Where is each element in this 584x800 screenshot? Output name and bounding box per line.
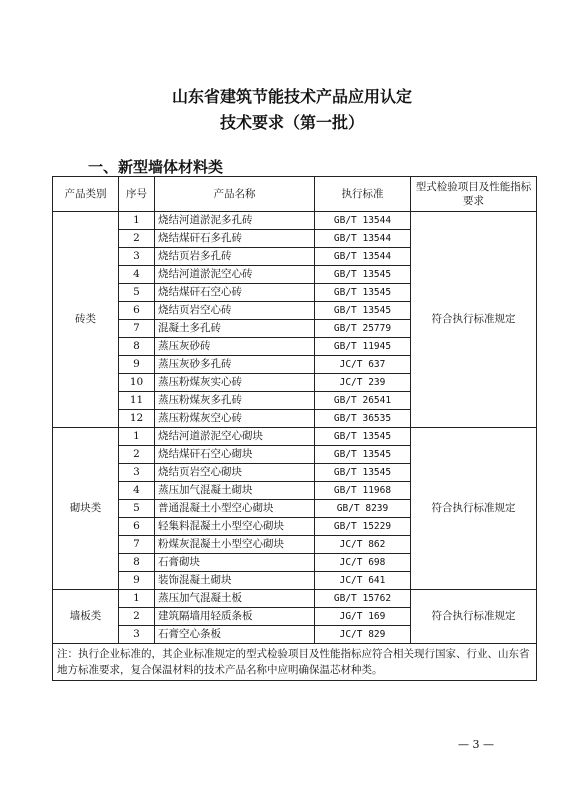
row-number-cell: 1 — [119, 590, 155, 608]
product-name-cell: 蒸压加气混凝土板 — [155, 590, 315, 608]
row-number-cell: 4 — [119, 266, 155, 284]
product-name-cell: 烧结河道淤泥空心砖 — [155, 266, 315, 284]
category-cell: 砌块类 — [53, 428, 119, 590]
row-number-cell: 9 — [119, 572, 155, 590]
document-title-line2: 技术要求（第一批） — [219, 113, 364, 132]
row-number-cell: 4 — [119, 482, 155, 500]
standard-cell: GB/T 13545 — [315, 284, 411, 302]
table-row — [53, 428, 537, 446]
product-name-cell: 粉煤灰混凝土小型空心砌块 — [155, 536, 315, 554]
row-number-cell: 3 — [119, 248, 155, 266]
standard-cell: GB/T 15762 — [315, 590, 411, 608]
product-name-cell: 石膏空心条板 — [155, 626, 315, 644]
standard-cell: GB/T 13545 — [315, 446, 411, 464]
requirement-cell: 符合执行标准规定 — [411, 428, 537, 590]
row-number-cell: 2 — [119, 608, 155, 626]
page-number: — 3 — — [458, 738, 494, 751]
product-name-cell: 蒸压灰砂砖 — [155, 338, 315, 356]
standard-cell: GB/T 13544 — [315, 230, 411, 248]
standard-cell: GB/T 26541 — [315, 392, 411, 410]
product-name-cell: 蒸压灰砂多孔砖 — [155, 356, 315, 374]
product-name-cell: 烧结河道淤泥空心砌块 — [155, 428, 315, 446]
product-name-cell: 轻集料混凝土小型空心砌块 — [155, 518, 315, 536]
row-number-cell: 1 — [119, 212, 155, 230]
row-number-cell: 6 — [119, 302, 155, 320]
row-number-cell: 3 — [119, 626, 155, 644]
product-name-cell: 蒸压粉煤灰空心砖 — [155, 410, 315, 428]
row-number-cell: 1 — [119, 428, 155, 446]
standard-cell: GB/T 13545 — [315, 464, 411, 482]
row-number-cell: 8 — [119, 554, 155, 572]
row-number-cell: 8 — [119, 338, 155, 356]
row-number-cell: 11 — [119, 392, 155, 410]
product-name-cell: 蒸压加气混凝土砌块 — [155, 482, 315, 500]
header-standard: 执行标准 — [315, 177, 411, 212]
row-number-cell: 6 — [119, 518, 155, 536]
standard-cell: GB/T 36535 — [315, 410, 411, 428]
table-body — [53, 212, 537, 644]
row-number-cell: 7 — [119, 320, 155, 338]
table-header-row — [53, 177, 537, 212]
product-name-cell: 烧结煤矸石空心砌块 — [155, 446, 315, 464]
product-name-cell: 烧结河道淤泥多孔砖 — [155, 212, 315, 230]
header-category: 产品类别 — [53, 177, 119, 212]
standard-cell: GB/T 11945 — [315, 338, 411, 356]
row-number-cell: 7 — [119, 536, 155, 554]
standard-cell: JC/T 637 — [315, 356, 411, 374]
product-name-cell: 烧结煤矸石多孔砖 — [155, 230, 315, 248]
row-number-cell: 10 — [119, 374, 155, 392]
product-name-cell: 蒸压粉煤灰实心砖 — [155, 374, 315, 392]
row-number-cell: 2 — [119, 446, 155, 464]
header-product-name: 产品名称 — [155, 177, 315, 212]
standard-cell: GB/T 8239 — [315, 500, 411, 518]
standard-cell: JC/T 239 — [315, 374, 411, 392]
product-name-cell: 普通混凝土小型空心砌块 — [155, 500, 315, 518]
row-number-cell: 12 — [119, 410, 155, 428]
standard-cell: GB/T 25779 — [315, 320, 411, 338]
row-number-cell: 9 — [119, 356, 155, 374]
row-number-cell: 5 — [119, 284, 155, 302]
standard-cell: JC/T 829 — [315, 626, 411, 644]
row-number-cell: 5 — [119, 500, 155, 518]
standard-cell: GB/T 13545 — [315, 428, 411, 446]
note-row — [53, 644, 537, 681]
product-table — [52, 176, 537, 681]
requirement-cell: 符合执行标准规定 — [411, 590, 537, 644]
header-requirement: 型式检验项目及性能指标要求 — [411, 177, 537, 212]
product-name-cell: 烧结页岩空心砌块 — [155, 464, 315, 482]
requirement-cell: 符合执行标准规定 — [411, 212, 537, 428]
product-name-cell: 混凝土多孔砖 — [155, 320, 315, 338]
product-name-cell: 装饰混凝土砌块 — [155, 572, 315, 590]
product-name-cell: 烧结页岩空心砖 — [155, 302, 315, 320]
standard-cell: GB/T 13544 — [315, 248, 411, 266]
product-name-cell: 蒸压粉煤灰多孔砖 — [155, 392, 315, 410]
product-name-cell: 烧结页岩多孔砖 — [155, 248, 315, 266]
standard-cell: JC/T 862 — [315, 536, 411, 554]
table-row — [53, 212, 537, 230]
product-name-cell: 建筑隔墙用轻质条板 — [155, 608, 315, 626]
standard-cell: GB/T 15229 — [315, 518, 411, 536]
standard-cell: JG/T 169 — [315, 608, 411, 626]
category-cell: 墙板类 — [53, 590, 119, 644]
standard-cell: GB/T 13544 — [315, 212, 411, 230]
row-number-cell: 3 — [119, 464, 155, 482]
product-name-cell: 烧结煤矸石空心砖 — [155, 284, 315, 302]
standard-cell: JC/T 641 — [315, 572, 411, 590]
section-heading: 一、新型墙体材料类 — [88, 158, 224, 176]
header-number: 序号 — [119, 177, 155, 212]
document-title-line1: 山东省建筑节能技术产品应用认定 — [171, 87, 412, 106]
standard-cell: GB/T 13545 — [315, 302, 411, 320]
table-note: 注：执行企业标准的，其企业标准规定的型式检验项目及性能指标应符合相关现行国家、行业、山东省地方标准要求，复合保温材料的技术产品名称中应明确保温芯材种类。 — [53, 644, 537, 681]
product-name-cell: 石膏砌块 — [155, 554, 315, 572]
standard-cell: JC/T 698 — [315, 554, 411, 572]
table-row — [53, 590, 537, 608]
standard-cell: GB/T 11968 — [315, 482, 411, 500]
standard-cell: GB/T 13545 — [315, 266, 411, 284]
row-number-cell: 2 — [119, 230, 155, 248]
category-cell: 砖类 — [53, 212, 119, 428]
